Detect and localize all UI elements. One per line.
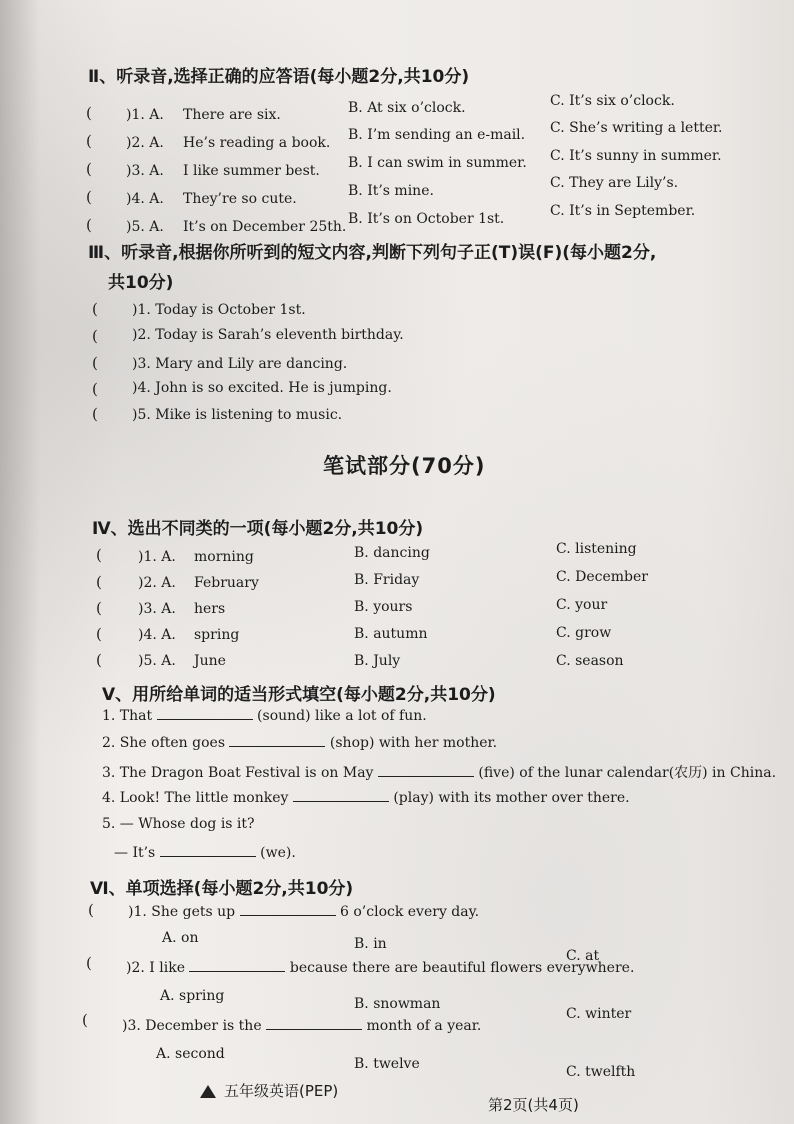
option-a: A. on [162,930,199,946]
fill-blank-suffix: (we). [260,845,296,861]
section-3-heading: Ⅲ、听录音,根据你所听到的短文内容,判断下列句子正(T)误(F)(每小题2分, [88,243,657,263]
question-stem [128,904,479,920]
option-c: C. winter [566,1006,632,1022]
answer-paren[interactable]: ( [86,132,92,150]
section-3-heading-cont: 共10分) [108,273,174,293]
option-c: C. It’s in September. [550,203,696,219]
section-2-heading: Ⅱ、听录音,选择正确的应答语(每小题2分,共10分) [88,67,470,87]
option-b: B. in [354,936,387,952]
fill-blank-prefix: 1. That [102,708,153,724]
statement: )1. Today is October 1st. [132,302,306,318]
answer-paren[interactable]: ( [96,599,102,617]
question-stem [122,1018,481,1034]
fill-blank-row [102,735,497,751]
answer-paren[interactable]: ( [86,954,92,972]
option-b: B. yours [354,599,413,615]
question-number: )2. A. [138,575,176,591]
option-b: B. I’m sending an e-mail. [348,127,526,143]
option-c: C. grow [556,625,612,641]
statement: )2. Today is Sarah’s eleventh birthday. [132,327,404,343]
answer-paren[interactable]: ( [86,188,92,206]
question-number: )3. A. [126,163,164,179]
option-c: C. season [556,653,624,669]
option-b: B. Friday [354,572,420,588]
footer-subject: 五年级英语(PEP) [224,1082,339,1100]
option-a: A. second [156,1046,225,1062]
option-b: B. It’s on October 1st. [348,211,505,227]
fill-blank-row [102,708,427,724]
option-c: C. your [556,597,608,613]
fill-blank-row [102,790,630,806]
answer-blank[interactable] [240,914,336,916]
option-c: C. It’s sunny in summer. [550,148,722,164]
option-b: B. twelve [354,1056,420,1072]
answer-blank[interactable] [378,775,474,777]
option-c: C. It’s six o’clock. [550,93,675,109]
option-a: He’s reading a book. [183,135,331,151]
option-b: B. snowman [354,996,441,1012]
answer-paren[interactable]: ( [92,327,98,345]
stem-suffix: 6 o’clock every day. [340,904,480,920]
fill-blank-prefix: 3. The Dragon Boat Festival is on May [102,765,374,781]
question-stem [126,960,634,976]
option-a: morning [194,549,254,565]
section-5-heading: Ⅴ、用所给单词的适当形式填空(每小题2分,共10分) [102,685,496,705]
answer-paren[interactable]: ( [96,625,102,643]
fill-blank-prefix: 2. She often goes [102,735,225,751]
question-number: )4. A. [138,627,176,643]
option-a: June [194,653,226,669]
statement: )3. Mary and Lily are dancing. [132,356,348,372]
fill-blank-row [102,762,776,782]
option-c: C. listening [556,541,637,557]
option-a: It’s on December 25th. [183,219,347,235]
option-a: spring [194,627,240,643]
answer-paren[interactable]: ( [82,1011,88,1029]
written-part-title: 笔试部分(70分) [323,454,486,478]
question-number: )5. A. [126,219,164,235]
question-number: )1. A. [138,549,176,565]
answer-paren[interactable]: ( [96,651,102,669]
option-b: B. July [354,653,401,669]
stem-prefix: )1. She gets up [128,904,236,920]
option-b: B. At six o’clock. [348,100,466,116]
fill-blank-suffix: (sound) like a lot of fun. [257,708,427,724]
stem-suffix: month of a year. [366,1018,482,1034]
question-number: )3. A. [138,601,176,617]
question-number: )5. A. [138,653,176,669]
dialogue-question: 5. — Whose dog is it? [102,816,255,832]
answer-blank[interactable] [157,718,253,720]
option-a: February [194,575,259,591]
option-a: hers [194,601,226,617]
statement: )4. John is so excited. He is jumping. [132,380,392,396]
answer-paren[interactable]: ( [92,300,98,318]
option-a: They’re so cute. [183,191,297,207]
stem-prefix: )3. December is the [122,1018,262,1034]
option-b: B. It’s mine. [348,183,434,199]
fill-blank-suffix: (five) of the lunar calendar(农历) in China. [478,765,777,781]
section-4-heading: Ⅳ、选出不同类的一项(每小题2分,共10分) [92,519,424,539]
answer-blank[interactable] [266,1028,362,1030]
answer-paren[interactable]: ( [86,160,92,178]
stem-prefix: )2. I like [126,960,185,976]
statement: )5. Mike is listening to music. [132,407,343,423]
option-c: C. They are Lily’s. [550,175,679,191]
answer-paren[interactable]: ( [92,380,98,398]
fill-blank-prefix: — It’s [114,845,156,861]
option-c: C. at [566,948,600,964]
question-number: )1. A. [126,107,164,123]
option-b: B. autumn [354,626,428,642]
answer-paren[interactable]: ( [86,216,92,234]
answer-paren[interactable]: ( [88,901,94,919]
option-c: C. twelfth [566,1064,636,1080]
section-6-heading: Ⅵ、单项选择(每小题2分,共10分) [90,879,354,899]
answer-paren[interactable]: ( [92,405,98,423]
answer-paren[interactable]: ( [96,546,102,564]
option-a: A. spring [160,988,225,1004]
logo-triangle-icon [200,1085,216,1098]
fill-blank-prefix: 4. Look! The little monkey [102,790,289,806]
option-c: C. She’s writing a letter. [550,120,723,136]
option-b: B. I can swim in summer. [348,155,527,171]
answer-paren[interactable]: ( [86,104,92,122]
question-number: )4. A. [126,191,164,207]
option-a: I like summer best. [183,163,320,179]
answer-paren[interactable]: ( [96,573,102,591]
option-a: There are six. [183,107,281,123]
option-b: B. dancing [354,545,430,561]
answer-paren[interactable]: ( [92,354,98,372]
stem-suffix: because there are beautiful flowers everywhere. [289,960,635,976]
answer-blank[interactable] [189,970,285,972]
answer-blank[interactable] [229,745,325,747]
answer-blank[interactable] [293,800,389,802]
answer-blank[interactable] [160,855,256,857]
fill-blank-row [114,845,296,861]
option-c: C. December [556,569,648,585]
footer-page-number: 第2页(共4页) [488,1096,579,1114]
fill-blank-suffix: (shop) with her mother. [329,735,498,751]
question-number: )2. A. [126,135,164,151]
fill-blank-suffix: (play) with its mother over there. [393,790,630,806]
